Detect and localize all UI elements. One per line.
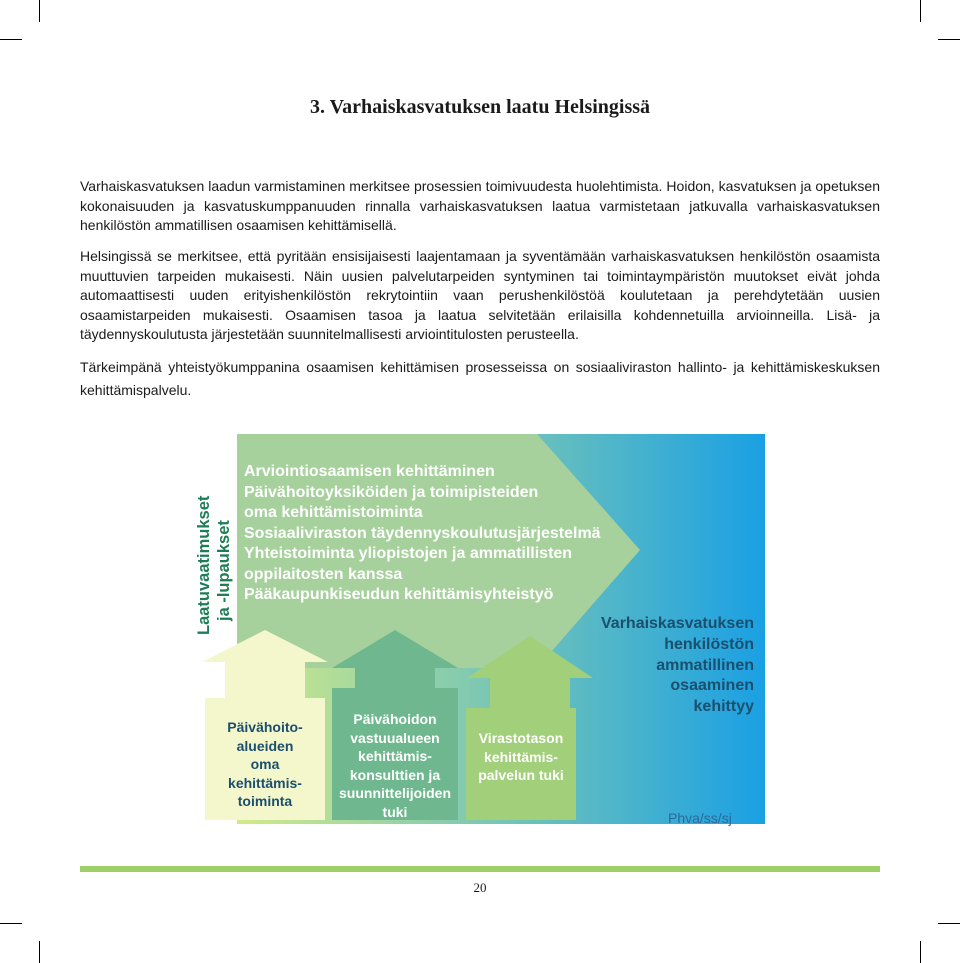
box-line: Päivähoidon [353, 711, 437, 727]
side-label-line2: ja -lupaukset [215, 520, 233, 621]
arrow-item: Yhteistoiminta yliopistojen ja ammatillisten [244, 545, 573, 562]
support-box-3-text [466, 729, 576, 785]
arrow-item: Arviointiosaamisen kehittäminen [244, 463, 495, 480]
box-line: Virastotason [478, 730, 564, 746]
arrow-item: Sosiaaliviraston täydennyskoulutusjärjestelmä [244, 524, 601, 542]
box-line: Päivähoito- [227, 719, 303, 735]
box-line: konsulttien ja [349, 766, 441, 783]
side-label-line1: Laatuvaatimukset [195, 495, 213, 635]
box-line: kehittämis- [358, 748, 432, 764]
outcome-line: osaaminen [670, 677, 754, 695]
box-line: kehittämis- [228, 774, 302, 791]
arrow-item-list [244, 462, 644, 606]
outcome-line: Varhaiskasvatuksen [601, 615, 754, 632]
box-line: suunnittelijoiden [339, 785, 451, 801]
paragraph-text: Varhaiskasvatuksen laadun varmistaminen merkitsee prosessien toimivuudesta huolehtimista. Hoidon, kasvatuksen ja opetuksen kokonaisuuden ja kasvatuskumppanuuden rinnalla varhaiskasvatuksen laatua varmistetaan jatkuvalla varhaiskasvatuksen henkilöstön ammatillisen osaamisen kehittämisellä. [80, 178, 880, 233]
support-box-2-text [333, 710, 457, 821]
box-line: alueiden [236, 737, 294, 754]
box-line: vastuualueen [350, 729, 440, 746]
paragraph-text: Helsingissä se merkitsee, että pyritään ensisijaisesti laajentamaan ja syventämään varhaiskasvatuksen henkilöstön osaamista muuttuvien tarpeiden mukaisesti. Näin uusien palvelutarpeiden syntyminen tai toimintaympäristön muutokset eivät johda automaattisesti uuden erityishenkilöstön rekrytointiin vaan perushenkilöstöä koulutetaan ja perehdytetään uusien osaamistarpeiden mukaisesti. Osaamisen tasoa ja laatua selvitetään erilaisilla kohdennetuilla arvioinneilla. Lisä- ja täydennyskoulutusta järjestetään suunnitelmallisesti arviointitulosten perusteella. [80, 248, 880, 342]
arrow-item: Pääkaupunkiseudun kehittämisyhteistyö [244, 586, 554, 603]
outcome-line: henkilöstön [664, 635, 754, 653]
diagram-credit: Phva/ss/sj [668, 810, 732, 826]
footer-rule [80, 866, 880, 872]
page-number: 20 [473, 880, 487, 895]
box-line: tuki [382, 803, 408, 820]
support-box-1-text [206, 718, 324, 811]
paragraph-text: Tärkeimpänä yhteistyökumppanina osaamisen kehittämisen prosesseissa on sosiaaliviraston hallinto- ja kehittämiskeskuksen kehittämispalvelu. [80, 359, 880, 398]
arrow-item: oppilaitosten kanssa [244, 565, 403, 583]
box-line: oma [250, 756, 280, 772]
box-line: kehittämis- [484, 748, 558, 765]
arrow-item: oma kehittämistoiminta [244, 504, 423, 521]
arrow-item: Päivähoitoyksiköiden ja toimipisteiden [244, 483, 539, 501]
outcome-line: ammatillinen [656, 656, 754, 674]
outcome-line: kehittyy [693, 698, 754, 716]
box-line: toiminta [237, 793, 293, 809]
outcome-label [560, 614, 754, 718]
page-heading: 3. Varhaiskasvatuksen laatu Helsingissä [309, 96, 651, 118]
box-line: palvelun tuki [478, 767, 564, 783]
